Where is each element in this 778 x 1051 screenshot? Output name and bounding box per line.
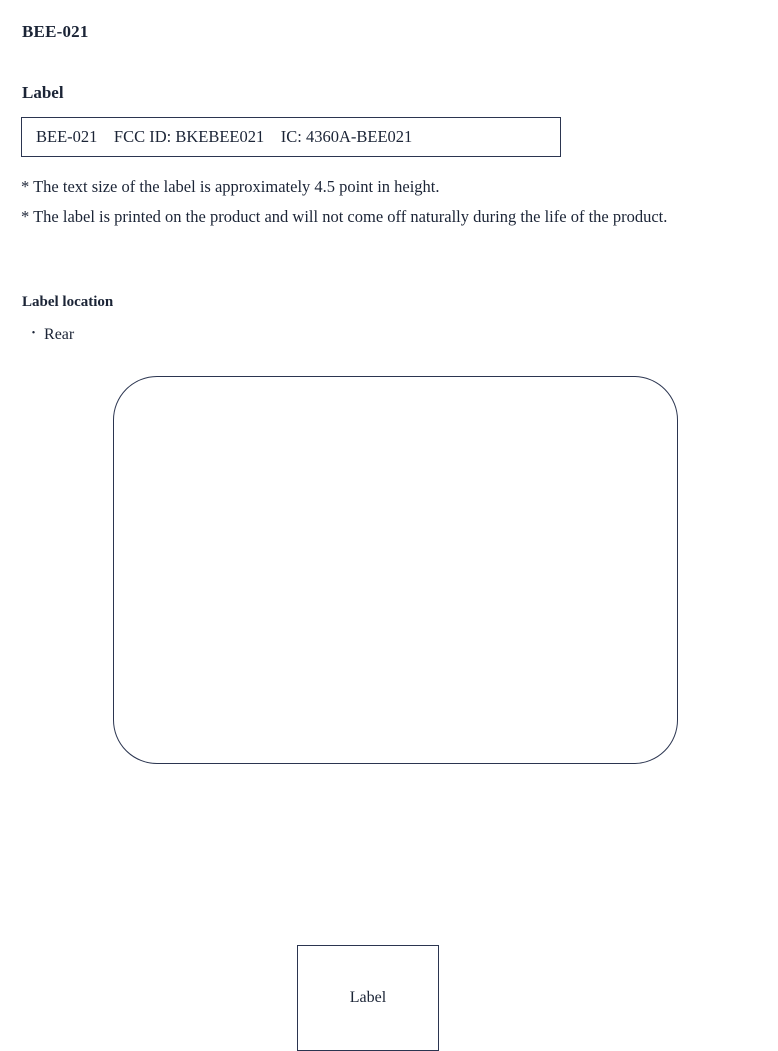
label-note-text-size: * The text size of the label is approximately 4.5 point in height. xyxy=(21,177,440,196)
label-artwork-box xyxy=(21,117,561,157)
section-heading-label-location: Label location xyxy=(22,294,114,310)
label-note-permanence: * The label is printed on the product and will not come off naturally during the life of the product. xyxy=(21,207,668,226)
page-title: BEE-021 xyxy=(22,22,89,41)
label-placement-caption: Label xyxy=(349,989,387,1006)
section-heading-label: Label xyxy=(22,83,64,102)
label-location-list-item xyxy=(27,322,74,344)
device-outline-diagram xyxy=(113,376,678,1006)
bullet-icon: ・ xyxy=(27,325,41,340)
label-artwork-text: BEE-021 FCC ID: BKEBEE021 IC: 4360A-BEE021 xyxy=(36,127,413,146)
label-location-value: Rear xyxy=(44,326,75,343)
label-placement-rect xyxy=(297,945,439,1051)
